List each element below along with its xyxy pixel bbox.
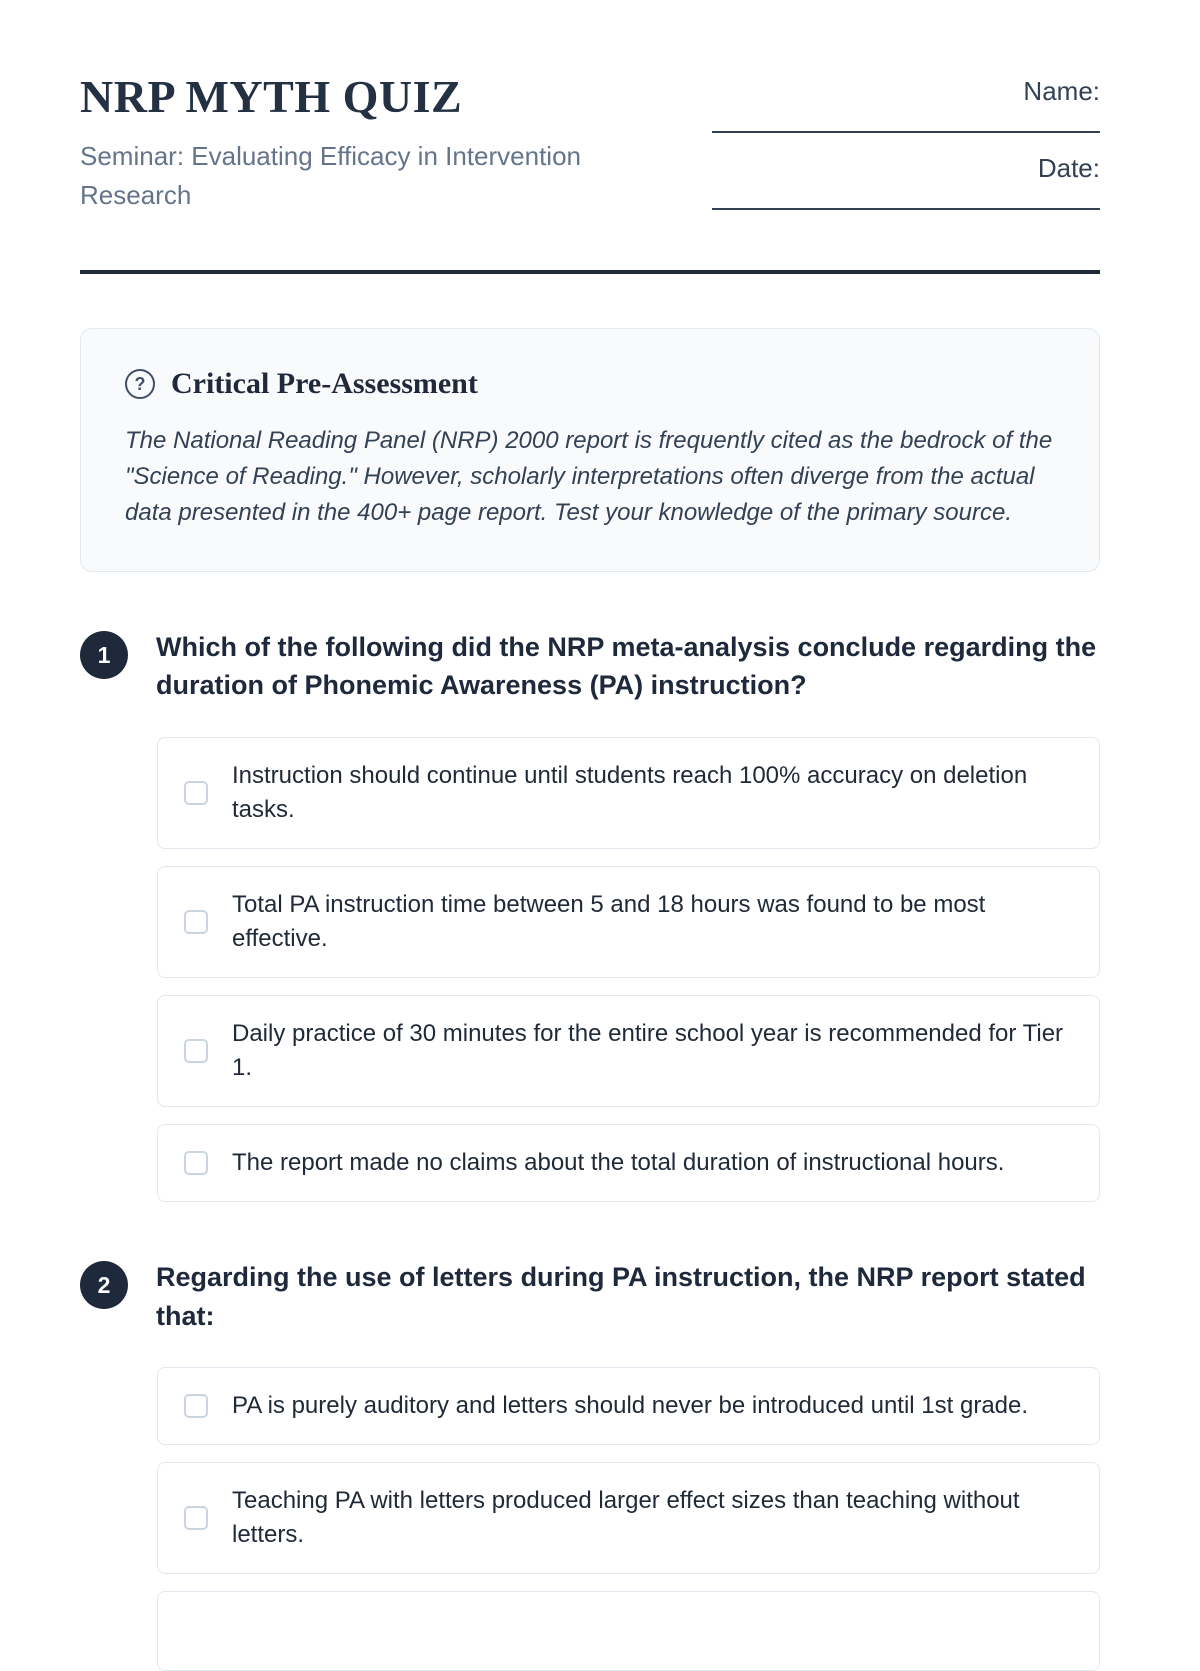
- answer-option-partial[interactable]: [157, 1591, 1100, 1671]
- page-title: NRP MYTH QUIZ: [80, 71, 463, 122]
- answer-option[interactable]: [157, 737, 1100, 849]
- answer-option-label: Instruction should continue until students reach 100% accuracy on deletion tasks.: [232, 761, 1028, 823]
- question-number-badge: 2: [80, 1261, 128, 1309]
- answer-option[interactable]: [157, 1124, 1100, 1202]
- pre-assessment-title-text: Critical Pre-Assessment: [171, 367, 478, 400]
- question-text: Which of the following did the NRP meta-analysis conclude regarding the duration of Phonemic Awareness (PA) instruction?: [156, 632, 1097, 701]
- question-2-options: [157, 1367, 1100, 1671]
- question-number-badge: 1: [80, 631, 128, 679]
- checkbox[interactable]: [184, 1394, 208, 1418]
- checkbox[interactable]: [184, 1039, 208, 1063]
- answer-option-label: Total PA instruction time between 5 and 18 hours was found to be most effective.: [232, 890, 986, 952]
- question-1-options: [157, 737, 1100, 1203]
- pre-assessment-title: [125, 367, 1055, 401]
- header: [80, 70, 1100, 230]
- answer-option-label: Teaching PA with letters produced larger effect sizes than teaching without letters.: [232, 1486, 1020, 1549]
- page-subtitle: Seminar: Evaluating Efficacy in Intervention Research: [80, 141, 582, 210]
- name-date-block: [712, 70, 1100, 230]
- pre-assessment-box: [80, 328, 1100, 572]
- question-2-header: [80, 1258, 1100, 1335]
- checkbox[interactable]: [184, 1151, 208, 1175]
- question-1-header: [80, 628, 1100, 705]
- date-label: Date:: [1037, 153, 1100, 183]
- question-text: Regarding the use of letters during PA instruction, the NRP report stated that:: [156, 1262, 1086, 1331]
- name-label: Name:: [1023, 76, 1100, 106]
- answer-option[interactable]: [157, 1367, 1100, 1445]
- answer-option[interactable]: [157, 995, 1100, 1107]
- header-left: [80, 70, 660, 215]
- checkbox[interactable]: [184, 1506, 208, 1530]
- question-1: [80, 628, 1100, 1202]
- answer-option-label: PA is purely auditory and letters should never be introduced until 1st grade.: [232, 1391, 1029, 1419]
- header-divider: [80, 270, 1100, 274]
- checkbox[interactable]: [184, 910, 208, 934]
- answer-option-label: Daily practice of 30 minutes for the entire school year is recommended for Tier 1.: [232, 1019, 1064, 1082]
- answer-option[interactable]: [157, 1462, 1100, 1574]
- question-2: [80, 1258, 1100, 1671]
- pre-assessment-body: The National Reading Panel (NRP) 2000 report is frequently cited as the bedrock of the "Science of Reading." However, scholarly interpretations often diverge from the actual data presented in the 400+ page report. Test your knowledge of the primary source.: [125, 427, 1053, 526]
- name-fill-line: [712, 131, 1100, 133]
- checkbox[interactable]: [184, 781, 208, 805]
- answer-option[interactable]: [157, 866, 1100, 978]
- date-fill-line: [712, 208, 1100, 210]
- help-icon: ?: [125, 369, 155, 399]
- answer-option-label: The report made no claims about the total duration of instructional hours.: [232, 1149, 1005, 1177]
